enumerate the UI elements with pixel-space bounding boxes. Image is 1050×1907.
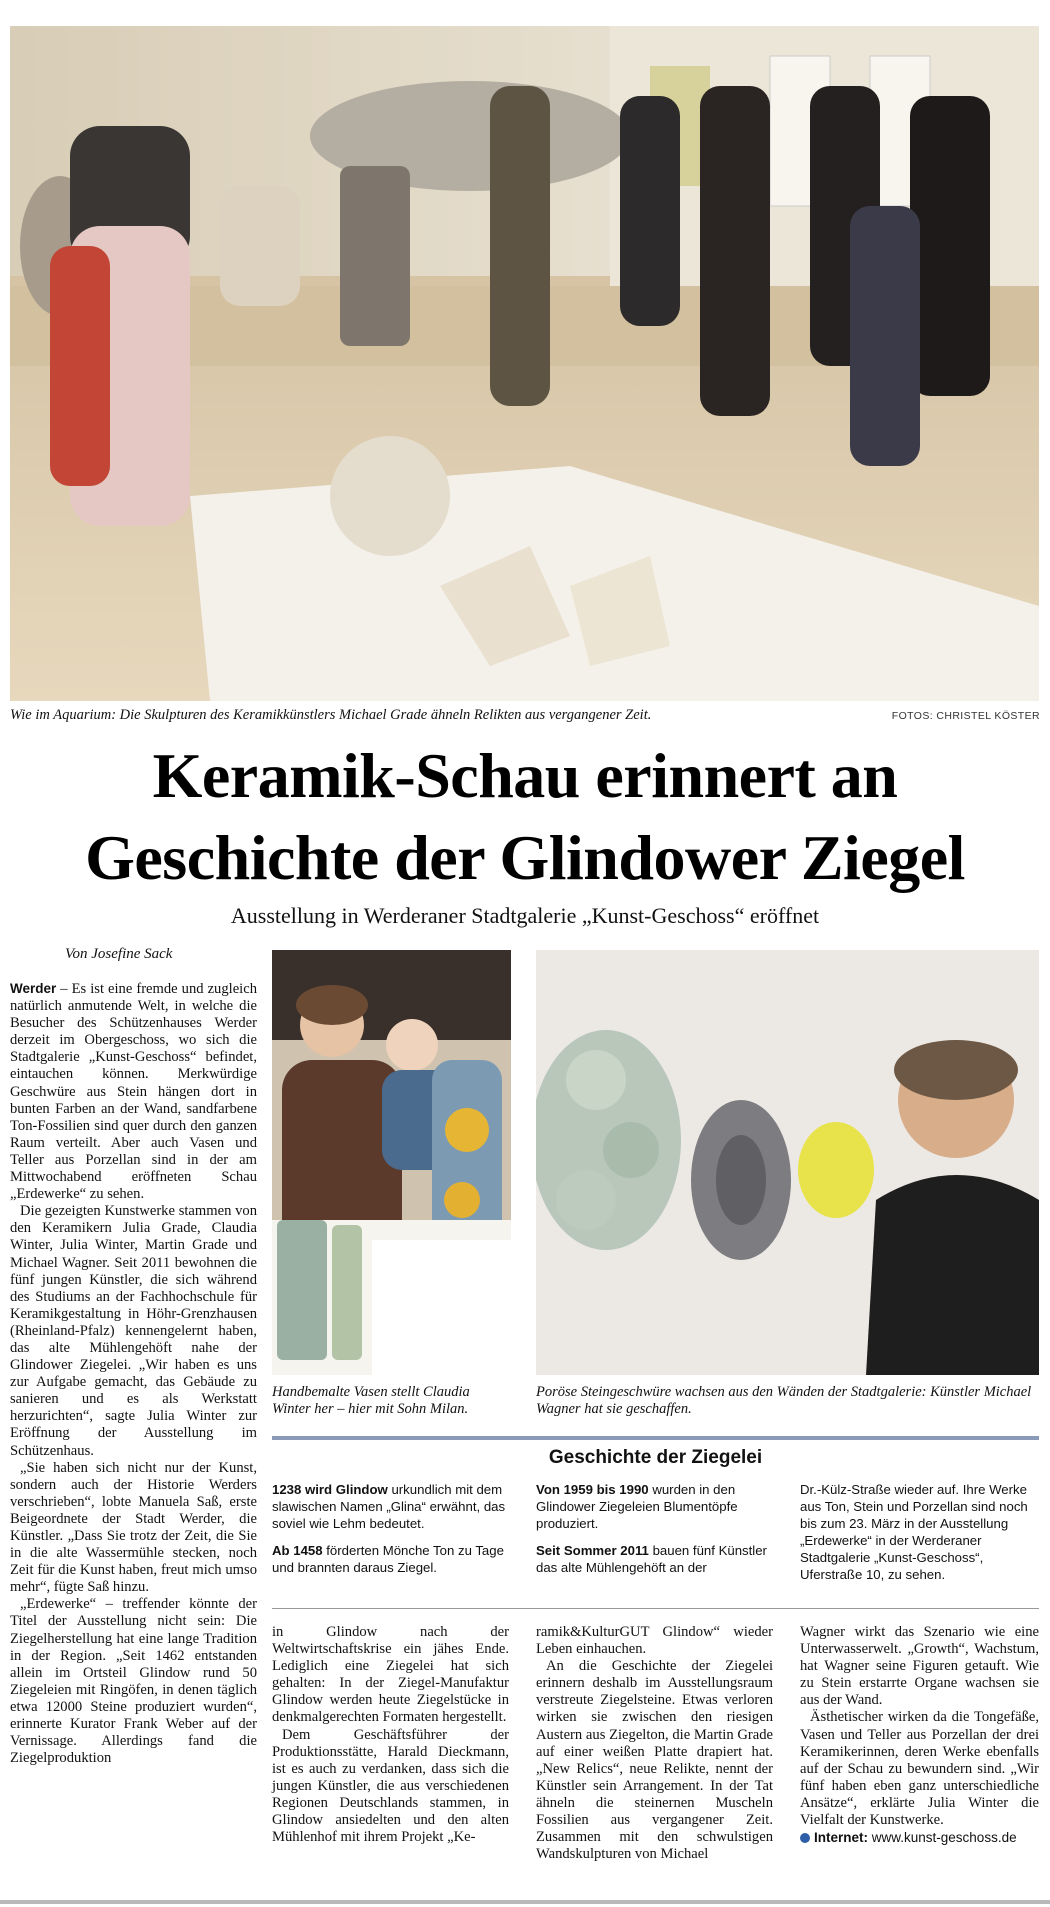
wall-sculptures-photo — [536, 950, 1039, 1375]
article-column-3 — [536, 1624, 773, 1863]
infobox-entry: 1238 wird Glindow urkundlich mit dem slawischen Namen „Glina“ erwähnt, das soviel wie Lehm bedeutet. — [272, 1482, 506, 1531]
dateline: Werder — [10, 981, 57, 996]
article-paragraph: Ästhetischer wirken da die Tongefäße, Vasen und Teller aus Porzellan der drei Keramikerinnen, deren Werke ebenfalls auf der Schau zu bewundern sind. „Wir fünf haben eben ganz unterschiedliche Ansätze“, erklärte Julia Winter die Vielfalt der Kunstwerke. — [800, 1709, 1039, 1829]
infobox-entry: Ab 1458 förderten Mönche Ton zu Tage und brannten daraus Ziegel. — [272, 1543, 504, 1575]
main-photo — [10, 26, 1039, 701]
infobox-column-1 — [272, 1481, 510, 1586]
infobox-entry: Seit Sommer 2011 bauen fünf Künstler das alte Mühlengehöft an der — [536, 1543, 767, 1575]
wall-photo-caption: Poröse Steingeschwüre wachsen aus den Wänden der Stadtgalerie: Künstler Michael Wagner hat sie geschaffen. — [536, 1384, 1032, 1417]
main-photo-caption: Wie im Aquarium: Die Skulpturen des Keramikkünstlers Michael Grade ähneln Relikten aus vergangener Zeit. — [10, 707, 652, 723]
photo-credit: FOTOS: CHRISTEL KÖSTER — [891, 710, 1040, 722]
page-bottom-rule — [0, 1900, 1050, 1904]
bullet-icon — [800, 1833, 810, 1843]
article-paragraph: Wagner wirkt das Szenario wie eine Unterwasserwelt. „Growth“, Wachstum, hat Wagner seine Figuren getauft. Wie zu Stein erstarrte Organe wachsen sie aus der Wand. — [800, 1624, 1039, 1709]
article-paragraph: in Glindow nach der Weltwirtschaftskrise ein jähes Ende. Lediglich eine Ziegelei hat sich gehalten: In der Ziegel-Manufaktur Glindow werden heute Ziegelstücke in denkmalgerechten Formaten hergestellt. — [272, 1624, 509, 1726]
infobox-entry: Dr.-Külz-Straße wieder auf. Ihre Werke aus Ton, Stein und Porzellan sind noch bis zum 23. März in der Ausstellung „Erdewerke“ in der Werderaner Stadtgalerie „Kunst-Geschoss“, Uferstraße 10, zu sehen. — [800, 1482, 1028, 1582]
infobox-column-2 — [536, 1481, 774, 1586]
infobox-bottom-rule — [272, 1608, 1039, 1609]
headline-line2: Geschichte der Glindower Ziegel — [85, 822, 965, 893]
article-paragraph: Werder – Es ist eine fremde und zugleich natürlich anmutende Welt, in welche die Besucher des Schützenhauses Werder derzeit im Obergeschoss, wo sich die Stadtgalerie „Kunst-Geschoss“ befindet, eintauchen können. Merkwürdige Geschwüre aus Stein hängen dort in bunten Farben an der Wand, sandfarbene Ton-Fossilien sind quer durch den ganzen Raum verteilt. Aber auch Vasen und Teller aus Porzellan sind in der am Mittwochabend eröffneten Schau „Erdewerke“ zu sehen. — [10, 981, 257, 1203]
article-paragraph: An die Geschichte der Ziegelei erinnern deshalb im Ausstellungsraum verstreute Ziegelsteine. Etwas verloren wirken sie zwischen den riesigen Austern aus Ziegelton, die Martin Grade auf einer weißen Platte drapiert hat. „New Relics“, neue Relikte, nennt der Künstler sein Arrangement. In der Tat ähneln die steinernen Muscheln Fossilien aus vergangener Zeit. Zusammen mit den schwulstigen Wandskulpturen von Michael — [536, 1658, 773, 1863]
article-paragraph: „Sie haben sich nicht nur der Kunst, sondern auch der Historie Werders verschrieben“, lobte Manuela Saß, erste Beigeordnete der Stadt Werder, die Künstler. „Dass Sie trotz der Zeit, die Sie in die alte Wassermühle stecken, noch Zeit für die Kunst haben, freut mich umso mehr“, fügte Saß hinzu. — [10, 1459, 257, 1596]
article-column-2 — [272, 1624, 509, 1846]
vases-photo-caption: Handbemalte Vasen stellt Claudia Winter her – hier mit Sohn Milan. — [272, 1384, 470, 1417]
article-column-1 — [10, 980, 257, 1767]
infobox-column-3 — [800, 1481, 1039, 1593]
article-paragraph: ramik&KulturGUT Glindow“ wieder Leben einhauchen. — [536, 1624, 773, 1658]
infobox-rule — [272, 1436, 1039, 1440]
vases-photo — [272, 950, 511, 1375]
infobox-title: Geschichte der Ziegelei — [548, 1447, 763, 1468]
headline-line1: Keramik-Schau erinnert an — [152, 740, 898, 811]
byline: Von Josefine Sack — [65, 946, 173, 962]
article-paragraph: Dem Geschäftsführer der Produktionsstätte, Harald Dieckmann, ist es auch zu verdanken, dass sich die jungen Künstler, die aus verschiedenen Regionen Deutschlands stammen, in Glindow ansiedelten und den alten Mühlenhof mit ihrem Projekt „Ke- — [272, 1726, 509, 1846]
article-paragraph: „Erdewerke“ – treffender könnte der Titel der Ausstellung nicht sein: Die Ziegelherstellung hat eine lange Tradition in der Region. „Seit 1462 entstanden allein im Ortsteil Glindow rund 50 Ziegeleien mit Ringöfen, in denen täglich etwa 12000 Steine produziert wurden“, erinnerte Kurator Frank Weber auf der Vernissage. Allerdings fand die Ziegelproduktion — [10, 1596, 257, 1767]
article-paragraph: Die gezeigten Kunstwerke stammen von den Keramikern Julia Grade, Claudia Winter, Julia Winter, Martin Grade und Michael Wagner. Seit 2011 bewohnen die fünf jungen Künstler, die sich während des Studiums an der Fachhochschule für Keramikgestaltung in Höhr-Grenzhausen (Rheinland-Pfalz) kennengelernt haben, das alte Mühlengehöft nahe der Glindower Ziegelei. „Wir haben es uns zur Aufgabe gemacht, das Gebäude zu sanieren und es als Werkstatt herzurichten“, sagte Julia Winter zur Eröffnung der Ausstellung im Schützenhaus. — [10, 1203, 257, 1459]
subheadline: Ausstellung in Werderaner Stadtgalerie „Kunst-Geschoss“ eröffnet — [230, 903, 820, 928]
infobox-entry: Von 1959 bis 1990 wurden in den Glindower Ziegeleien Blumentöpfe produziert. — [536, 1482, 738, 1531]
article-column-4 — [800, 1624, 1039, 1846]
internet-link[interactable]: Internet: www.kunst-geschoss.de — [800, 1829, 1039, 1846]
